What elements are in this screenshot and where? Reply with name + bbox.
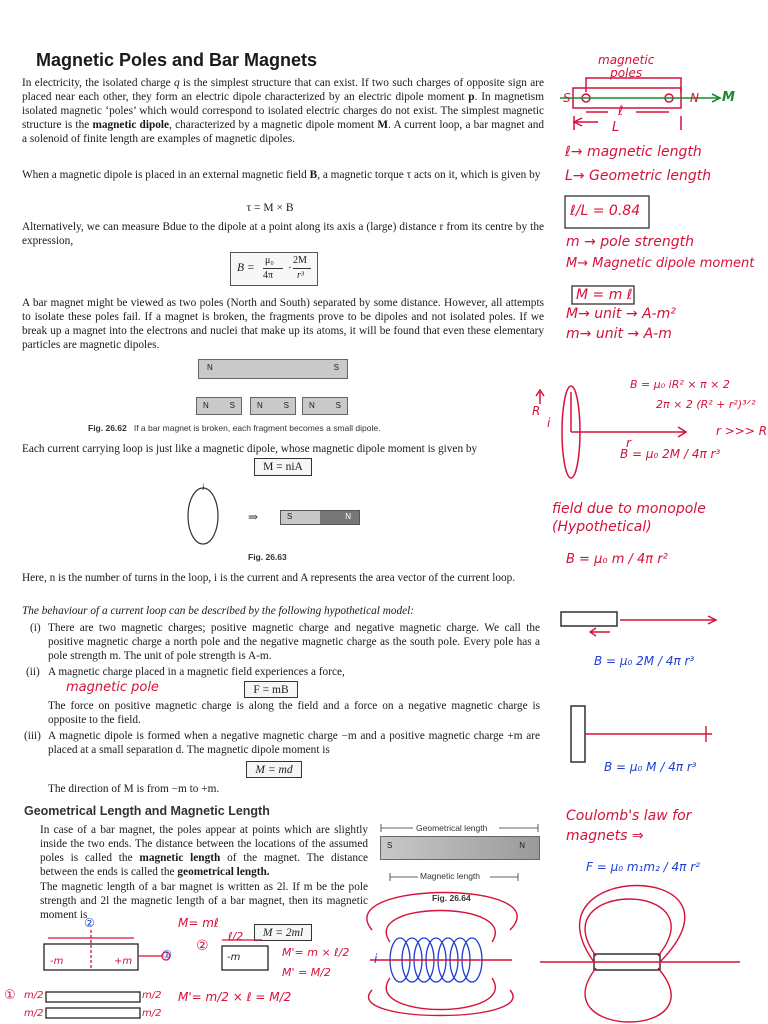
annotation-M-prime-2: M' = M/2: [282, 966, 331, 979]
list-item-1: (i) There are two magnetic charges; positive magnetic charge and negative magnetic charge. We call the positive magnetic charge a north pole and the negative magnetic charge as the south pole. Every pole has a pole strength m. The unit of pole strength is A-m.: [30, 622, 540, 662]
annotation-F-coulomb: F = μ₀ m₁m₂ / 4π r²: [586, 860, 700, 874]
paragraph-direction: The direction of M is from −m to +m.: [48, 783, 220, 795]
figure-caption-26-63: Fig. 26.63: [248, 552, 287, 562]
annotation-m-half-b: m/2: [142, 990, 162, 1001]
annotation-M-prime-3: M'= m/2 × ℓ = M/2: [178, 990, 292, 1004]
annotation-M-ml: M= mℓ: [178, 916, 219, 930]
annotation-minus-m: -m: [227, 952, 241, 963]
annotation-magnetic-poles: magnetic poles: [598, 53, 655, 80]
list-item-2: (ii) A magnetic charge placed in a magnetic field experiences a force,: [26, 666, 345, 678]
section-heading-lengths: Geometrical Length and Magnetic Length: [24, 804, 270, 818]
annotation-B-loop-den: 2π × 2 (R² + r²)³ᐟ²: [656, 398, 756, 411]
annotation-M-unit: M→ unit → A-m²: [566, 306, 676, 322]
page-title: Magnetic Poles and Bar Magnets: [36, 50, 318, 70]
annotation-N: N: [690, 91, 699, 105]
paragraph-lengths: In case of a bar magnet, the poles appear at points which are slightly inside the two ends. The distance between the locations of the assumed poles is called the magnetic length of the magnet. The distance between the ends is called the geometrical length.: [40, 824, 369, 878]
annotation-B-equatorial: B = μ₀ M / 4π r³: [604, 760, 697, 774]
annotation-l-half: ℓ/2: [228, 930, 244, 943]
paragraph-here-n: Here, n is the number of turns in the loop, i is the current and A represents the area vector of the current loop.: [22, 572, 516, 584]
equation-M-2ml: M = 2ml: [254, 924, 312, 941]
annotation-r-gg-R: r >>> R: [716, 424, 768, 438]
annotation-M-eq: M = m ℓ: [576, 287, 633, 303]
annotation-m-half-d: m/2: [142, 1008, 162, 1019]
annotation-r: r: [626, 436, 631, 450]
annotation-m-half-a: m/2: [24, 990, 44, 1001]
geometrical-length-label: Geometrical length: [416, 823, 488, 833]
annotation-solenoid-i: i: [374, 952, 378, 966]
annotation-B-far: B = μ₀ 2M / 4π r³: [620, 447, 721, 461]
annotation-m-half-c: m/2: [24, 1008, 44, 1019]
magnetic-length-label: Magnetic length: [420, 871, 481, 881]
equation-M-md: M = md: [246, 761, 302, 778]
bar-magnet-geometric: S N: [380, 836, 540, 860]
annotation-S: S: [563, 91, 571, 105]
fig-26-64-dimension-lines: [381, 824, 538, 881]
solenoid-field-lines: [367, 893, 517, 1016]
current-loop-shape: [188, 488, 218, 544]
implies-arrow: ⇒: [248, 510, 259, 524]
annotation-coulomb-law: Coulomb's law for magnets ⇒: [566, 808, 692, 844]
annotation-monopole: field due to monopole (Hypothetical): [552, 501, 706, 535]
annotation-num-1-right: ①: [162, 948, 172, 961]
annotation-num-2: ②: [196, 938, 209, 954]
annotation-num-1-bottom: ①: [4, 988, 16, 1003]
equation-dipole-field: B = μ₀ 4π · 2M r³: [230, 252, 318, 286]
annotation-B-monopole: B = μ₀ m / 4π r²: [566, 552, 668, 567]
figure-caption-26-64: Fig. 26.64: [432, 893, 471, 903]
annotation-magnetic-length: ℓ→ magnetic length: [565, 144, 702, 160]
equation-torque: τ = M × B: [246, 202, 294, 214]
annotation-ratio: ℓ/L = 0.84: [570, 203, 641, 219]
annotation-B-axial: B = μ₀ 2M / 4π r³: [594, 654, 695, 668]
annotation-i: i: [547, 416, 551, 430]
annotation-bar-plus-m: +m: [114, 956, 133, 967]
paragraph-current-loop: Each current carrying loop is just like a magnetic dipole, whose magnetic dipole moment is given by: [22, 443, 478, 455]
bar-fragment-2: N S: [250, 397, 296, 415]
annotation-L: L: [612, 120, 620, 135]
annotation-magnetic-pole: magnetic pole: [66, 680, 159, 695]
annotation-R: R: [532, 404, 541, 418]
bar-fragment-1: N S: [196, 397, 242, 415]
annotation-ell: ℓ: [618, 104, 624, 119]
paragraph-bar-magnet: A bar magnet might be viewed as two poles (North and South) separated by some distance. However, all attempts to isolate these poles fail. If a magnet is broken, the fragments prove to be dipoles and not isolated poles. If we break up a magnet into the electrons and nuclei that make up its atoms, it will be found that even these elementary particles are magnetic dipoles.: [22, 297, 544, 351]
annotation-pole-strength: m → pole strength: [566, 234, 694, 250]
annotation-m-unit: m→ unit → A-m: [566, 326, 672, 342]
figure-caption-26-62: Fig. 26.62 If a bar magnet is broken, each fragment becomes a small dipole.: [88, 423, 381, 433]
bar-magnet-field-lines: [540, 886, 740, 1023]
paragraph-hypothetical-model: The behaviour of a current loop can be described by the following hypothetical model:: [22, 605, 415, 617]
equation-niA: M = niA: [254, 458, 312, 476]
annotation-bar-minus-m: -m: [50, 956, 64, 967]
paragraph-intro: In electricity, the isolated charge q is the simplest structure that can exist. If two such charges of opposite sign are placed near each other, they form an electric dipole characterized by an electric dipole moment p. In magnetism isolated magnetic ‘poles’ which would correspond to isolated electric charges do not exist. The simplest magnetic structure is the magnetic dipole, characterized by a magnetic dipole moment M. A current loop, a bar magnet and a solenoid of finite length are examples of magnetic dipoles.: [22, 77, 545, 145]
paragraph-torque: When a magnetic dipole is placed in an external magnetic field B, a magnetic torque τ acts on it, which is given by: [22, 169, 541, 181]
list-item-3: (iii) A magnetic dipole is formed when a negative magnetic charge −m and a positive magnetic charge +m are placed at a small separation d. The magnetic dipole moment is: [24, 730, 540, 756]
axial-bar-diagram: [561, 612, 716, 636]
paragraph-magnetic-moment: The magnetic length of a bar magnet is written as 2l. If m be the pole strength and 2l the magnetic length of a bar magnet, then its magnetic moment is: [40, 881, 368, 921]
annotation-M-prime-1: M'= m × ℓ/2: [282, 946, 350, 959]
annotation-dipole-moment: M→ Magnetic dipole moment: [566, 256, 755, 271]
loop-equivalent-magnet: S N: [280, 510, 360, 525]
bar-magnet-whole: N S: [198, 359, 348, 379]
magnetic-poles-diagram: [573, 78, 681, 130]
annotation-num-2-left: ②: [84, 916, 95, 930]
equatorial-bar-diagram: [571, 706, 712, 762]
annotation-M-vector: M: [722, 90, 735, 105]
annotation-B-loop-num: B = μ₀ iR² × π × 2: [630, 378, 730, 391]
loop-current-label: i: [202, 482, 205, 492]
bar-halves-diagram: [44, 930, 268, 1018]
equation-F-mB: F = mB: [244, 681, 298, 698]
bar-fragment-3: N S: [302, 397, 348, 415]
annotation-geometric-length: L→ Geometric length: [565, 168, 712, 184]
paragraph-field-axis: Alternatively, we can measure Bdue to the dipole at a point along its axis a (large) distance r from its centre by the expression,: [22, 221, 544, 247]
list-item-2b: The force on positive magnetic charge is along the field and a force on a negative magnetic charge is opposite to the field.: [48, 700, 540, 726]
